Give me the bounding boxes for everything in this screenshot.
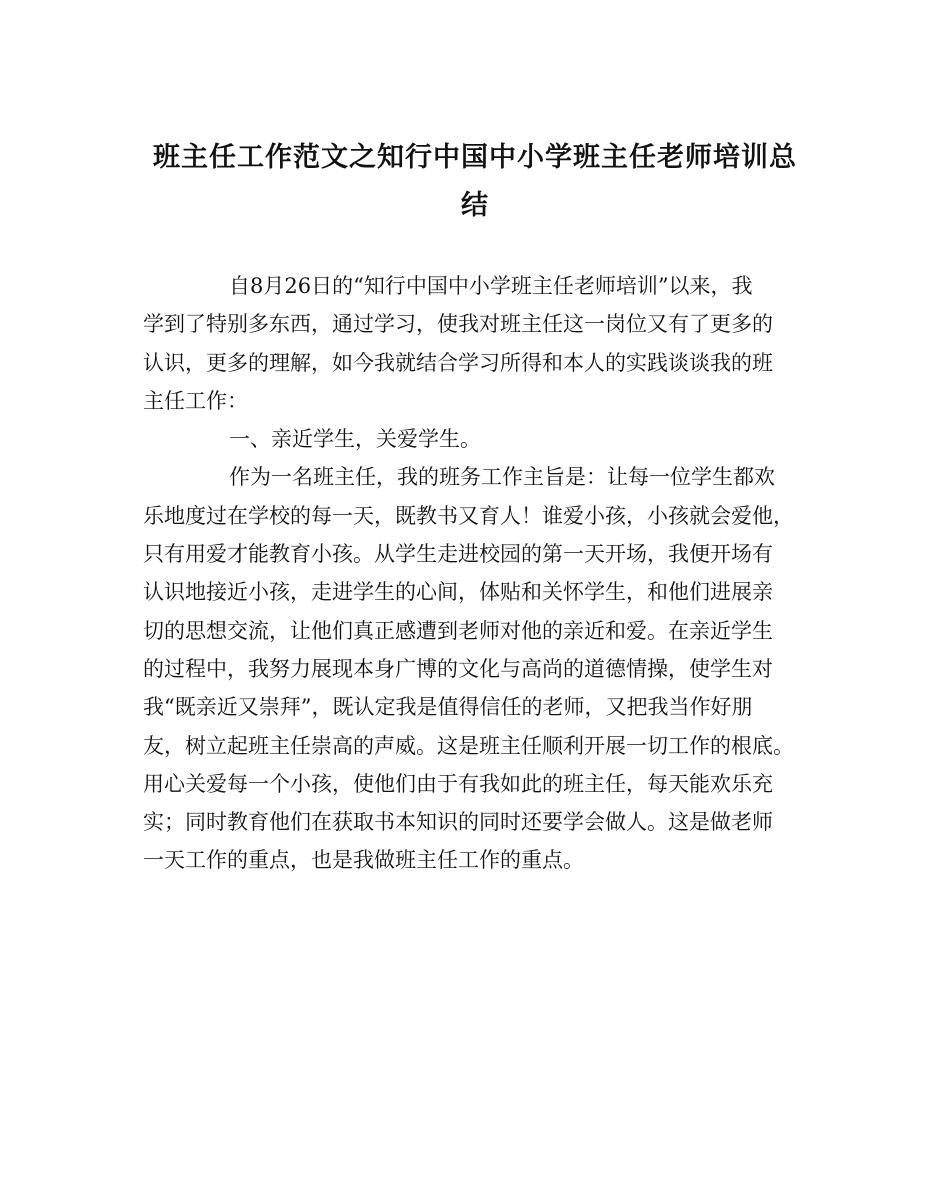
paragraph-line: 的过程中，我努力展现本身广博的文化与高尚的道德情操，使学生对 <box>143 656 773 681</box>
paragraph-line: 只有用爱才能教育小孩。从学生走进校园的第一天开场，我便开场有 <box>143 542 773 567</box>
paragraph-line: 我“既亲近又崇拜”，既认定我是值得信任的老师，又把我当作好朋 <box>143 695 753 720</box>
paragraph-line: 一天工作的重点，也是我做班主任工作的重点。 <box>143 848 584 873</box>
paragraph-line: 认识地接近小孩，走进学生的心间，体贴和关怀学生，和他们进展亲 <box>143 580 773 605</box>
paragraph-line: 用心关爱每一个小孩，使他们由于有我如此的班主任，每天能欢乐充 <box>143 771 773 796</box>
title-line: 班主任工作范文之知行中国中小学班主任老师培训总 <box>153 142 797 173</box>
document-title <box>140 134 810 230</box>
paragraph-line: 乐地度过在学校的每一天，既教书又育人！谁爱小孩，小孩就会爱他， <box>143 503 794 528</box>
paragraph-line: 切的思想交流，让他们真正感遭到老师对他的亲近和爱。在亲近学生 <box>143 618 773 643</box>
title-line: 结 <box>461 190 489 221</box>
paragraph-line: 主任工作： <box>143 388 248 413</box>
section-heading: 一、亲近学生，关爱学生。 <box>229 427 481 452</box>
paragraph-line: 友，树立起班主任崇高的声威。这是班主任顺利开展一切工作的根底。 <box>143 733 794 758</box>
document-body <box>143 267 813 880</box>
paragraph-line: 自8月26日的“知行中国中小学班主任老师培训”以来，我 <box>229 274 753 298</box>
paragraph-line: 认识，更多的理解，如今我就结合学习所得和本人的实践谈谈我的班 <box>143 350 773 375</box>
paragraph-line: 作为一名班主任，我的班务工作主旨是：让每一位学生都欢 <box>229 465 775 490</box>
paragraph-line: 学到了特别多东西，通过学习，使我对班主任这一岗位又有了更多的 <box>143 312 773 337</box>
paragraph-line: 实；同时教育他们在获取书本知识的同时还要学会做人。这是做老师 <box>143 810 773 835</box>
